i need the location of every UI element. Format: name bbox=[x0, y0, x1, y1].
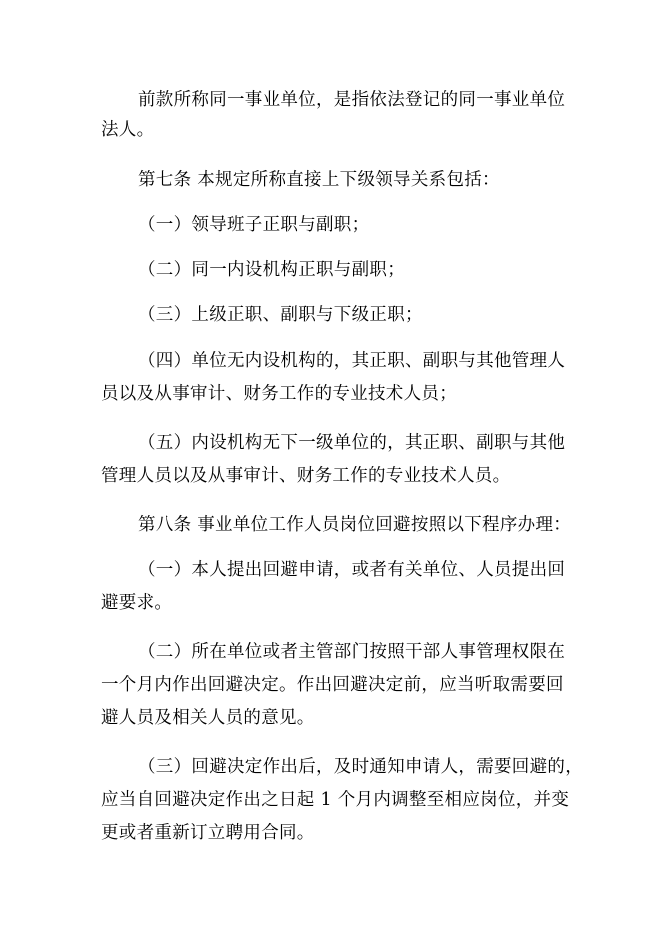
text-line: （二）同一内设机构正职与副职； bbox=[138, 260, 405, 280]
text-line: 员以及从事审计、财务工作的专业技术人员； bbox=[101, 384, 457, 404]
text-line: 更或者重新订立聘用合同。 bbox=[101, 823, 315, 843]
text-line: （五）内设机构无下一级单位的，其正职、副职与其他 bbox=[138, 433, 566, 453]
text-line: 第八条 事业单位工作人员岗位回避按照以下程序办理： bbox=[138, 515, 572, 535]
text-line: （三）上级正职、副职与下级正职； bbox=[138, 305, 423, 325]
text-line: （四）单位无内设机构的，其正职、副职与其他管理人 bbox=[138, 351, 566, 371]
text-line: 避要求。 bbox=[101, 593, 173, 613]
text-line: （三）回避决定作出后，及时通知申请人，需要回避的， bbox=[138, 757, 583, 777]
text-line: （一）领导班子正职与副职； bbox=[138, 215, 370, 235]
text-line: 一个月内作出回避决定。作出回避决定前，应当听取需要回 bbox=[101, 675, 564, 695]
text-line: 法人。 bbox=[101, 120, 155, 140]
text-line: 管理人员以及从事审计、财务工作的专业技术人员。 bbox=[101, 466, 511, 486]
text-line: （二）所在单位或者主管部门按照干部人事管理权限在 bbox=[138, 642, 566, 662]
text-line: 避人员及相关人员的意见。 bbox=[101, 708, 315, 728]
text-line: 第七条 本规定所称直接上下级领导关系包括： bbox=[138, 170, 500, 190]
text-line: （一）本人提出回避申请，或者有关单位、人员提出回 bbox=[138, 560, 566, 580]
text-line: 应当自回避决定作出之日起 1 个月内调整至相应岗位，并变 bbox=[101, 790, 570, 810]
text-line: 前款所称同一事业单位，是指依法登记的同一事业单位 bbox=[138, 90, 566, 110]
